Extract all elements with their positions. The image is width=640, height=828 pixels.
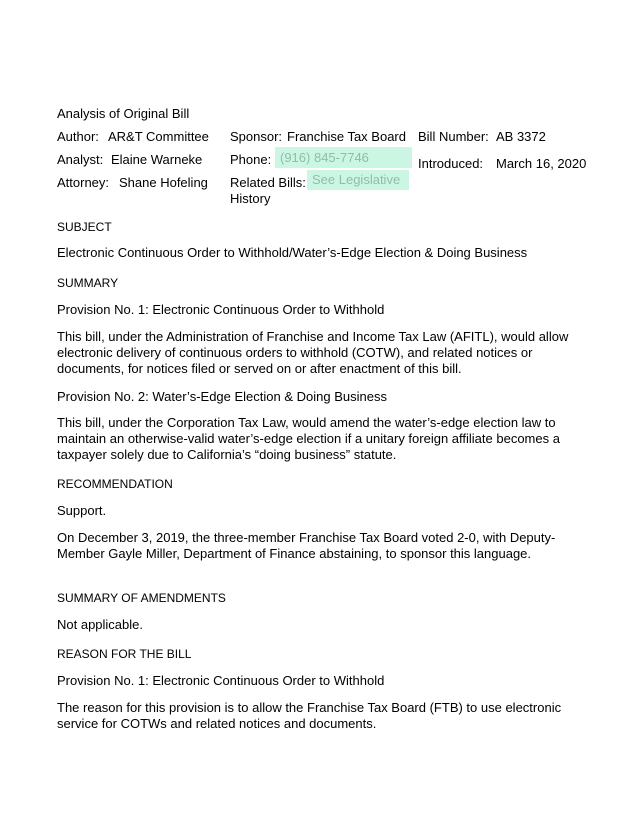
reason-provision1-text: The reason for this provision is to allow the Franchise Tax Board (FTB) to use electronic service for COTWs and related notices and documents. <box>57 700 562 731</box>
amendments-heading: SUMMARY OF AMENDMENTS <box>57 591 226 605</box>
sponsor-value: Franchise Tax Board <box>287 129 406 144</box>
introduced-label: Introduced: <box>418 156 484 171</box>
reason-provision1-title: Provision No. 1: Electronic Continuous Order to Withhold <box>57 673 385 688</box>
analyst-label: Analyst: <box>57 152 104 167</box>
related-bills-cont: History <box>230 191 271 206</box>
subject-heading: SUBJECT <box>57 220 112 234</box>
amendments-text: Not applicable. <box>57 617 143 632</box>
bill-number-label: Bill Number: <box>418 129 489 144</box>
provision2-title: Provision No. 2: Water’s-Edge Election & Doing Business <box>57 389 387 404</box>
attorney-label: Attorney: <box>57 175 110 190</box>
reason-heading: REASON FOR THE BILL <box>57 647 192 661</box>
provision2-text: This bill, under the Corporation Tax Law, would amend the water’s-edge election law to maintain an otherwise-valid water’s-edge election if a unitary foreign affiliate becomes a taxpayer solely due to California’s “doing business” statute. <box>57 415 560 462</box>
provision1-title: Provision No. 1: Electronic Continuous Order to Withhold <box>57 302 385 317</box>
subject-text: Electronic Continuous Order to Withhold/Water’s-Edge Election & Doing Business <box>57 245 528 260</box>
author-value: AR&T Committee <box>108 129 209 144</box>
analyst-value: Elaine Warneke <box>111 152 203 167</box>
recommendation-text: Support. <box>57 503 107 518</box>
phone-field[interactable]: (916) 845-7746 <box>275 147 412 168</box>
author-label: Author: <box>57 129 99 144</box>
related-bills-link[interactable]: See Legislative <box>307 170 409 190</box>
sponsor-label: Sponsor: <box>230 129 283 144</box>
recommendation-detail: On December 3, 2019, the three-member Franchise Tax Board voted 2-0, with Deputy-Member Gayle Miller, Department of Finance abstaining, to sponsor this language. <box>57 530 556 561</box>
recommendation-heading: RECOMMENDATION <box>57 477 173 491</box>
bill-number-value: AB 3372 <box>496 129 546 144</box>
doc-title: Analysis of Original Bill <box>57 106 190 121</box>
introduced-value: March 16, 2020 <box>496 156 587 171</box>
provision1-text: This bill, under the Administration of Franchise and Income Tax Law (AFITL), would allow electronic delivery of continuous orders to withhold (COTW), and related notices or documents, for notices filed or served on or after enactment of this bill. <box>57 329 569 376</box>
related-bills-label: Related Bills: <box>230 175 306 190</box>
attorney-value: Shane Hofeling <box>119 175 208 190</box>
summary-heading: SUMMARY <box>57 276 119 290</box>
phone-label: Phone: <box>230 152 272 167</box>
